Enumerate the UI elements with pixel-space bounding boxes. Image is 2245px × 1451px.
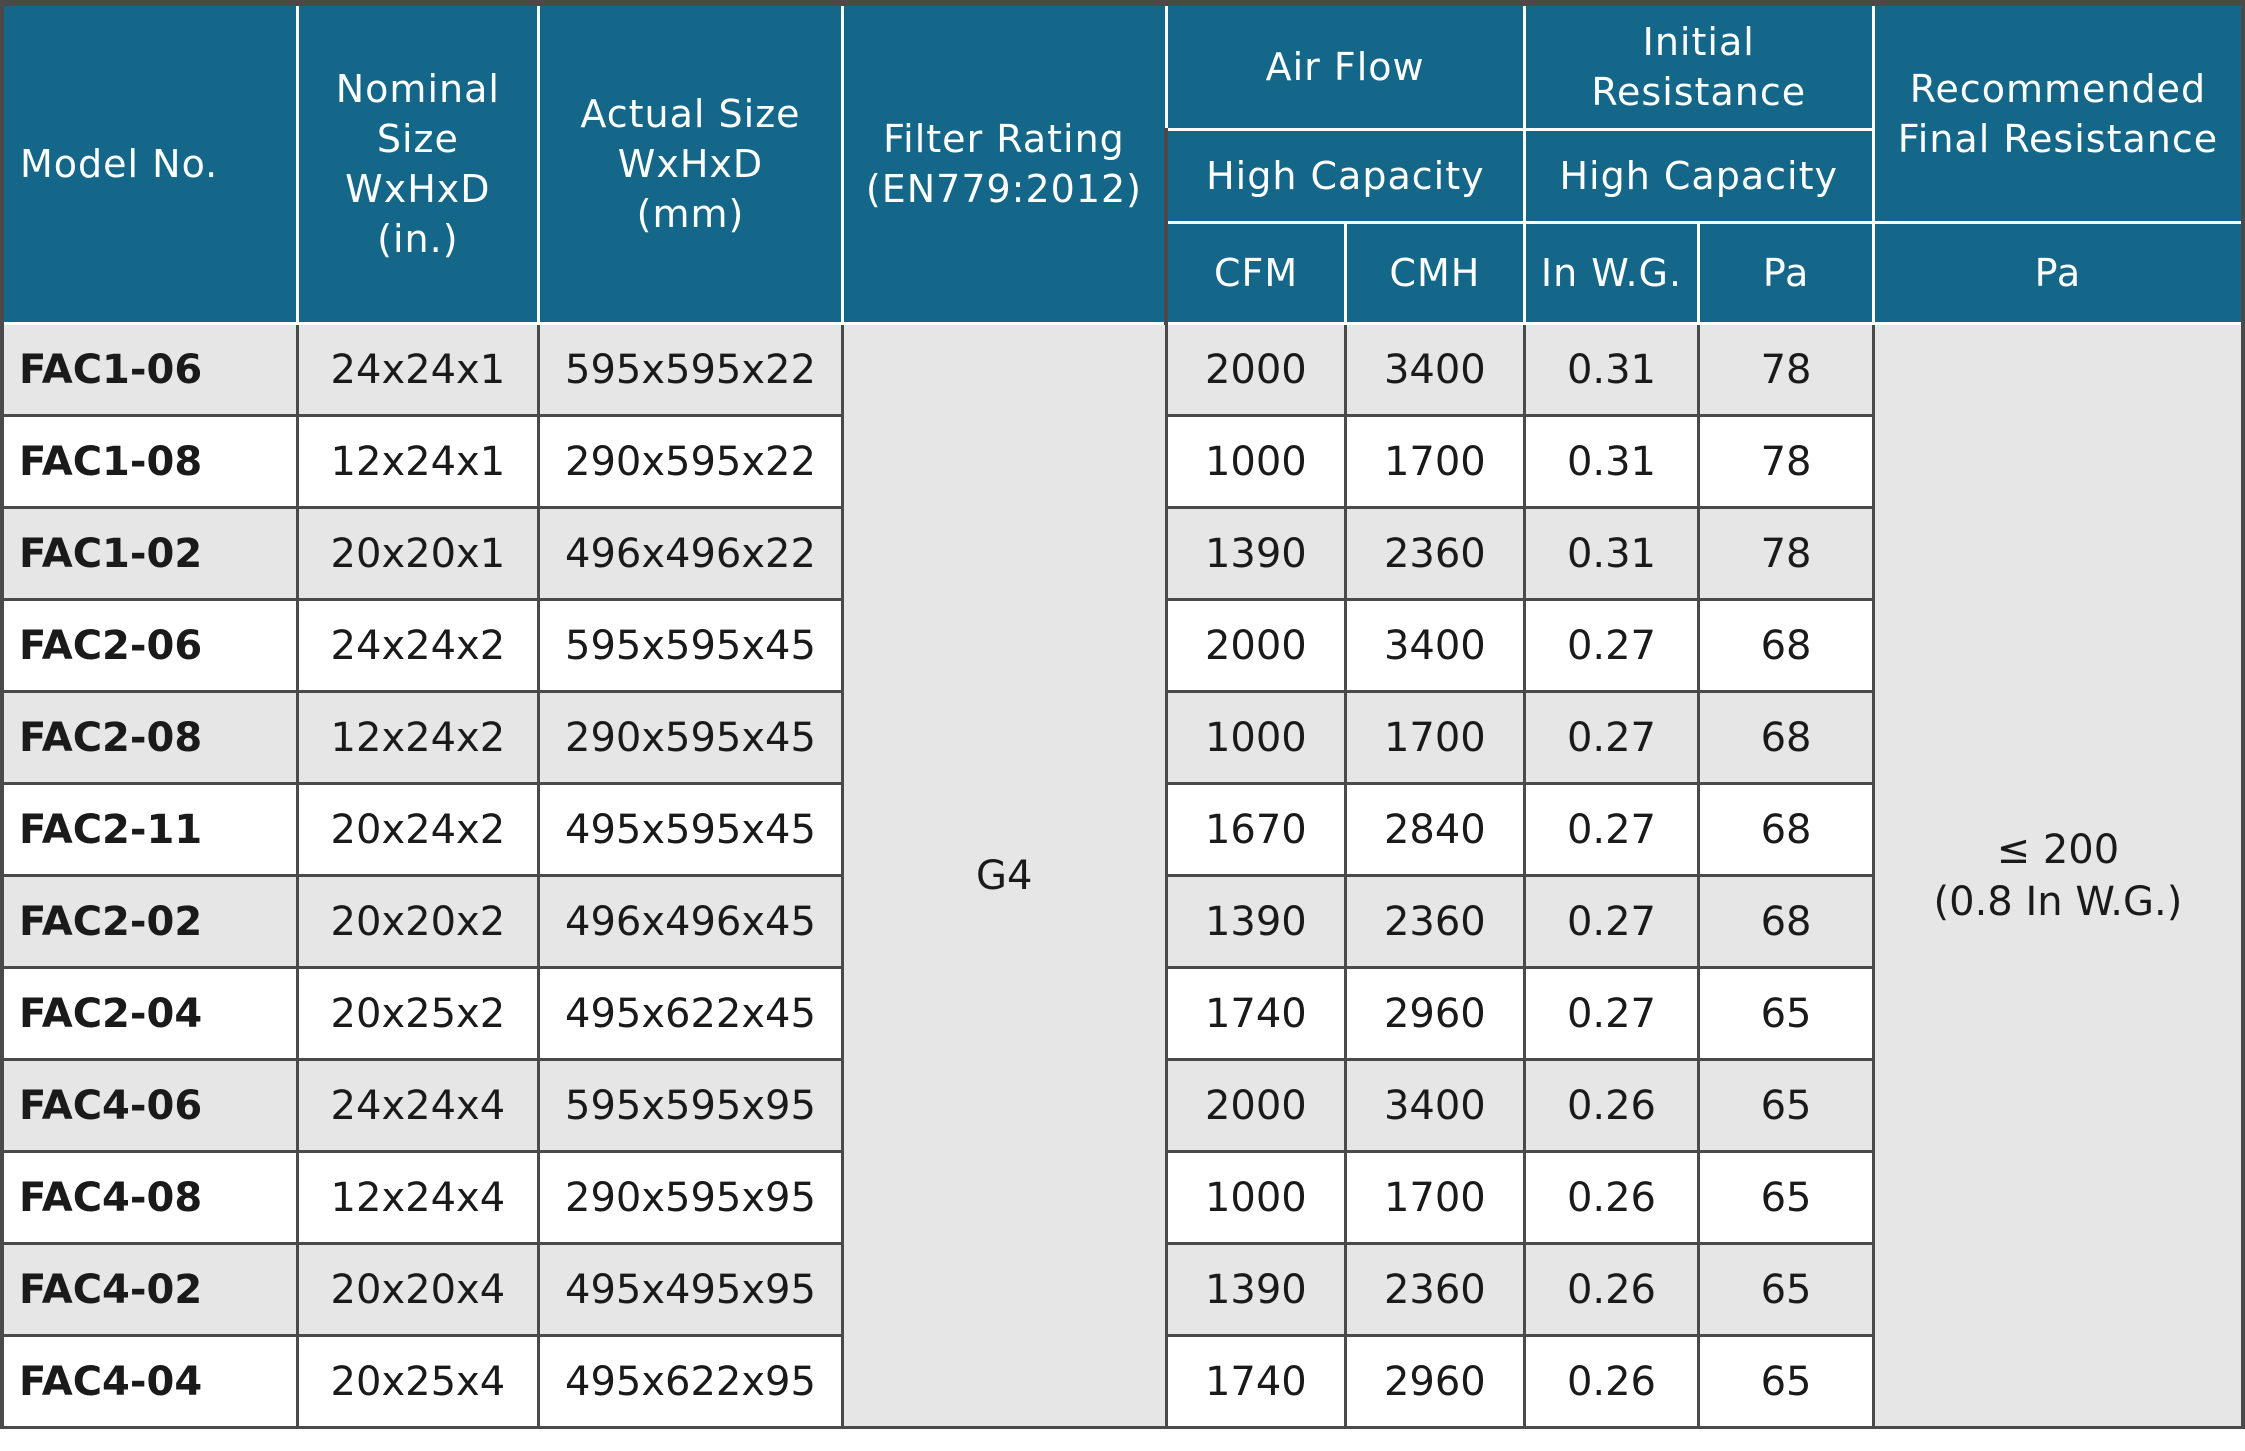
cmh-cell: 2960 xyxy=(1346,1336,1525,1428)
in-wg-cell: 0.31 xyxy=(1524,416,1699,508)
actual-size-cell: 495x622x95 xyxy=(539,1336,843,1428)
actual-size-cell: 495x622x45 xyxy=(539,968,843,1060)
filter-rating-cell: G4 xyxy=(842,324,1166,1428)
actual-size-cell: 595x595x22 xyxy=(539,324,843,416)
in-wg-cell: 0.27 xyxy=(1524,876,1699,968)
nominal-size-cell: 24x24x1 xyxy=(297,324,539,416)
cmh-cell: 1700 xyxy=(1346,1152,1525,1244)
pa-cell: 68 xyxy=(1699,692,1874,784)
pa-cell: 65 xyxy=(1699,968,1874,1060)
actual-size-cell: 290x595x45 xyxy=(539,692,843,784)
cfm-cell: 1390 xyxy=(1166,508,1346,600)
model-no-cell: FAC1-02 xyxy=(2,508,297,600)
model-no-cell: FAC2-08 xyxy=(2,692,297,784)
pa-cell: 65 xyxy=(1699,1244,1874,1336)
final-resistance-cell xyxy=(1873,324,2243,1428)
header-in-wg: In W.G. xyxy=(1524,223,1699,324)
in-wg-cell: 0.27 xyxy=(1524,600,1699,692)
in-wg-cell: 0.31 xyxy=(1524,324,1699,416)
cfm-cell: 1000 xyxy=(1166,416,1346,508)
model-no-cell: FAC1-06 xyxy=(2,324,297,416)
nominal-size-cell: 20x20x2 xyxy=(297,876,539,968)
cmh-cell: 3400 xyxy=(1346,324,1525,416)
cmh-cell: 3400 xyxy=(1346,600,1525,692)
pa-cell: 68 xyxy=(1699,600,1874,692)
cmh-cell: 2360 xyxy=(1346,508,1525,600)
cmh-cell: 2360 xyxy=(1346,1244,1525,1336)
cmh-cell: 1700 xyxy=(1346,416,1525,508)
final-resistance-value: ≤ 200 xyxy=(1996,826,2120,873)
model-no-cell: FAC2-11 xyxy=(2,784,297,876)
actual-size-cell: 595x595x45 xyxy=(539,600,843,692)
cfm-cell: 1390 xyxy=(1166,876,1346,968)
pa-cell: 68 xyxy=(1699,784,1874,876)
header-model-no: Model No. xyxy=(2,3,297,324)
pa-cell: 65 xyxy=(1699,1336,1874,1428)
nominal-size-cell: 20x25x2 xyxy=(297,968,539,1060)
cfm-cell: 1740 xyxy=(1166,968,1346,1060)
actual-size-cell: 290x595x95 xyxy=(539,1152,843,1244)
header-nominal-size: Nominal Size WxHxD (in.) xyxy=(297,3,539,324)
in-wg-cell: 0.26 xyxy=(1524,1244,1699,1336)
cfm-cell: 1000 xyxy=(1166,1152,1346,1244)
table-body xyxy=(2,324,2243,1428)
nominal-size-cell: 24x24x4 xyxy=(297,1060,539,1152)
nominal-size-cell: 20x25x4 xyxy=(297,1336,539,1428)
in-wg-cell: 0.26 xyxy=(1524,1152,1699,1244)
cfm-cell: 1670 xyxy=(1166,784,1346,876)
table-row xyxy=(2,324,2243,416)
in-wg-cell: 0.27 xyxy=(1524,968,1699,1060)
actual-size-cell: 495x595x45 xyxy=(539,784,843,876)
model-no-cell: FAC4-08 xyxy=(2,1152,297,1244)
model-no-cell: FAC2-06 xyxy=(2,600,297,692)
model-no-cell: FAC2-04 xyxy=(2,968,297,1060)
model-no-cell: FAC4-02 xyxy=(2,1244,297,1336)
cmh-cell: 1700 xyxy=(1346,692,1525,784)
header-final-resistance: Recommended Final Resistance xyxy=(1873,3,2243,223)
header-actual-size: Actual Size WxHxD (mm) xyxy=(539,3,843,324)
header-cfm: CFM xyxy=(1166,223,1346,324)
model-no-cell: FAC1-08 xyxy=(2,416,297,508)
actual-size-cell: 496x496x45 xyxy=(539,876,843,968)
header-filter-rating: Filter Rating (EN779:2012) xyxy=(842,3,1166,324)
nominal-size-cell: 24x24x2 xyxy=(297,600,539,692)
in-wg-cell: 0.27 xyxy=(1524,692,1699,784)
cfm-cell: 2000 xyxy=(1166,324,1346,416)
in-wg-cell: 0.26 xyxy=(1524,1060,1699,1152)
header-resistance-high-capacity: High Capacity xyxy=(1524,130,1873,223)
model-no-cell: FAC2-02 xyxy=(2,876,297,968)
cmh-cell: 2960 xyxy=(1346,968,1525,1060)
header-cmh: CMH xyxy=(1346,223,1525,324)
actual-size-cell: 290x595x22 xyxy=(539,416,843,508)
cfm-cell: 1000 xyxy=(1166,692,1346,784)
nominal-size-cell: 12x24x2 xyxy=(297,692,539,784)
in-wg-cell: 0.27 xyxy=(1524,784,1699,876)
header-airflow-high-capacity: High Capacity xyxy=(1166,130,1524,223)
pa-cell: 78 xyxy=(1699,324,1874,416)
pa-cell: 78 xyxy=(1699,508,1874,600)
header-final-pa: Pa xyxy=(1873,223,2243,324)
nominal-size-cell: 12x24x4 xyxy=(297,1152,539,1244)
nominal-size-cell: 12x24x1 xyxy=(297,416,539,508)
cmh-cell: 2840 xyxy=(1346,784,1525,876)
in-wg-cell: 0.26 xyxy=(1524,1336,1699,1428)
in-wg-cell: 0.31 xyxy=(1524,508,1699,600)
actual-size-cell: 495x495x95 xyxy=(539,1244,843,1336)
cmh-cell: 3400 xyxy=(1346,1060,1525,1152)
pa-cell: 78 xyxy=(1699,416,1874,508)
final-resistance-inwg: (0.8 In W.G.) xyxy=(1933,878,2183,925)
nominal-size-cell: 20x24x2 xyxy=(297,784,539,876)
header-air-flow: Air Flow xyxy=(1166,3,1524,130)
pa-cell: 68 xyxy=(1699,876,1874,968)
pa-cell: 65 xyxy=(1699,1152,1874,1244)
actual-size-cell: 595x595x95 xyxy=(539,1060,843,1152)
nominal-size-cell: 20x20x1 xyxy=(297,508,539,600)
table-header xyxy=(2,3,2243,324)
actual-size-cell: 496x496x22 xyxy=(539,508,843,600)
cfm-cell: 2000 xyxy=(1166,600,1346,692)
cfm-cell: 1740 xyxy=(1166,1336,1346,1428)
header-pa: Pa xyxy=(1699,223,1874,324)
cmh-cell: 2360 xyxy=(1346,876,1525,968)
cfm-cell: 1390 xyxy=(1166,1244,1346,1336)
model-no-cell: FAC4-04 xyxy=(2,1336,297,1428)
cfm-cell: 2000 xyxy=(1166,1060,1346,1152)
pa-cell: 65 xyxy=(1699,1060,1874,1152)
nominal-size-cell: 20x20x4 xyxy=(297,1244,539,1336)
header-initial-resistance: Initial Resistance xyxy=(1524,3,1873,130)
model-no-cell: FAC4-06 xyxy=(2,1060,297,1152)
